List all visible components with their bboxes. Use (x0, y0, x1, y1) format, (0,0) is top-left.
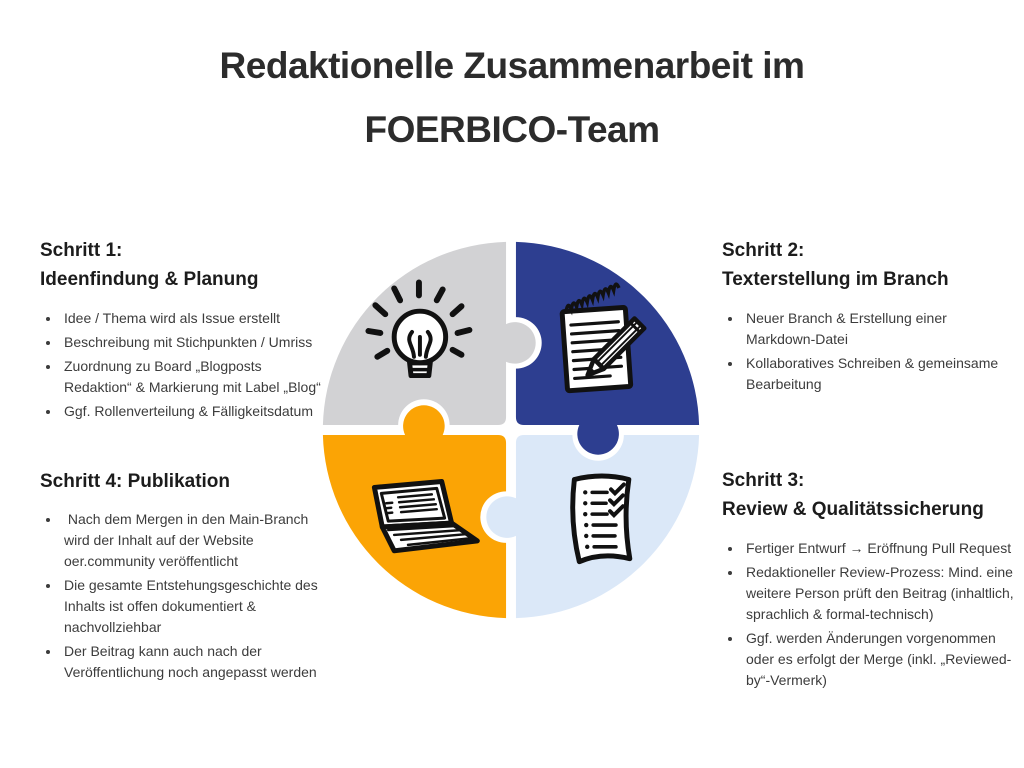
list-item: • Fertiger Entwurf → Eröffnung Pull Request (743, 538, 1018, 559)
step-1-heading-line-2: Ideenfindung & Planung (40, 269, 259, 291)
step-3-heading (722, 466, 1018, 525)
list-item: • Ggf. werden Änderungen vorgenommen oder es erfolgt der Merge (inkl. „Reviewed-by“-Vermerk) (743, 628, 1018, 691)
list-item: • Idee / Thema wird als Issue erstellt (61, 308, 330, 329)
list-item: • Redaktioneller Review-Prozess: Mind. eine weitere Person prüft den Beitrag (inhaltlich, sprachlich & formal-technisch) (743, 562, 1018, 625)
list-item: • Neuer Branch & Erstellung einer Markdown-Datei (743, 308, 1014, 350)
step-3-heading-line-1: Schritt 3: (722, 470, 805, 491)
list-item: • Der Beitrag kann auch nach der Veröffentlichung noch angepasst werden (61, 641, 332, 683)
step-1-section (40, 236, 330, 425)
list-item: • Zuordnung zu Board „Blogposts Redaktion“ & Markierung mit Label „Blog“ (61, 356, 330, 398)
step-2-list (722, 308, 1014, 395)
step-3-section (722, 466, 1018, 694)
step-4-heading-line-1: Schritt 4: Publikation (40, 471, 231, 492)
list-item: • Nach dem Mergen in den Main-Branch wird der Inhalt auf der Website oer.community veröffentlicht (61, 509, 332, 572)
checklist-icon (573, 476, 630, 562)
step-2-heading-line-2: Texterstellung im Branch (722, 269, 949, 291)
page-title-line-1: Redaktionelle Zusammenarbeit im (219, 45, 805, 86)
step-4-list (40, 509, 332, 683)
puzzle-diagram (313, 232, 709, 628)
page-title-line-2: FOERBICO-Team (364, 108, 660, 150)
page-title (0, 34, 1024, 161)
step-2-heading (722, 236, 1014, 295)
list-item: • Beschreibung mit Stichpunkten / Umriss (61, 332, 330, 353)
step-1-heading (40, 236, 330, 295)
step-1-heading-line-1: Schritt 1: (40, 240, 123, 261)
list-item: • Ggf. Rollenverteilung & Fälligkeitsdatum (61, 401, 330, 422)
list-item: • Die gesamte Entstehungsgeschichte des Inhalts ist offen dokumentiert & nachvollziehbar (61, 575, 332, 638)
step-4-heading (40, 467, 332, 496)
list-item: • Kollaboratives Schreiben & gemeinsame Bearbeitung (743, 353, 1014, 395)
step-3-list (722, 538, 1018, 691)
step-3-heading-line-2: Review & Qualitätssicherung (722, 499, 984, 521)
step-2-section (722, 236, 1014, 398)
step-2-heading-line-1: Schritt 2: (722, 240, 805, 261)
step-4-section (40, 467, 332, 686)
step-1-list (40, 308, 330, 422)
